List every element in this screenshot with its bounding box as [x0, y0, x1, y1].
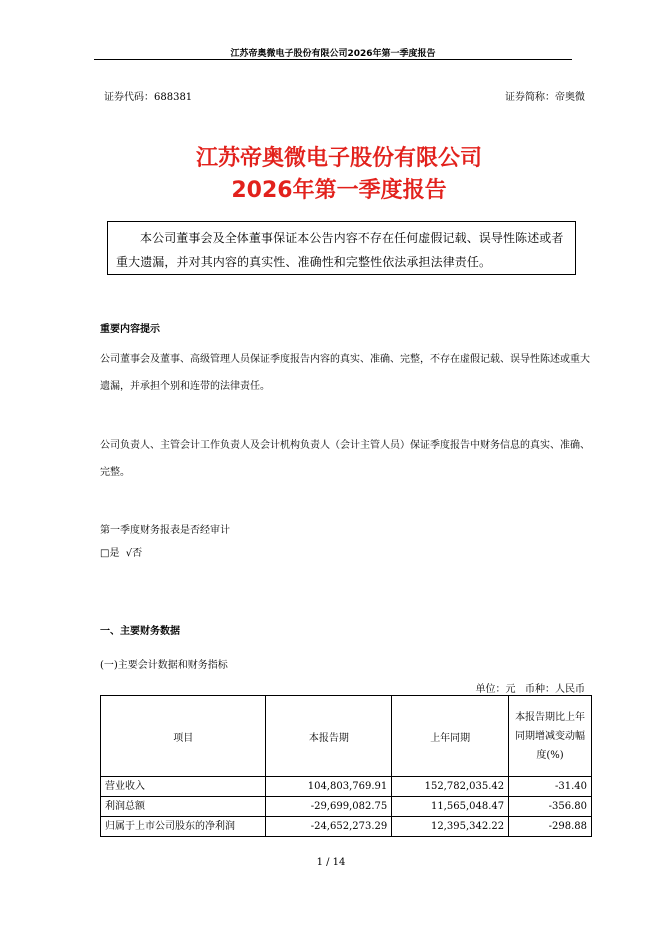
row-prior: 152,782,035.42	[392, 777, 509, 797]
important-para-1-text: 公司董事会及董事、高级管理人员保证季度报告内容的真实、准确、完整，不存在虚假记载、误导性陈述或重大遗漏，并承担个别和连带的法律责任。	[100, 354, 590, 392]
section1-subheading: (一)主要会计数据和财务指标	[100, 660, 228, 671]
header-change-pct: 本报告期比上年同期增减变动幅度(%)	[509, 696, 592, 777]
row-current: 104,803,769.91	[266, 777, 392, 797]
audit-question: 第一季度财务报表是否经审计	[100, 525, 230, 536]
row-prior: 11,565,048.47	[392, 797, 509, 817]
row-item: 归属于上市公司股东的净利润	[101, 817, 266, 837]
important-para-2-text: 公司负责人、主管会计工作负责人及会计机构负责人（会计主管人员）保证季度报告中财务信息的真实、准确、完整。	[100, 440, 590, 478]
audit-answer: □是 √否	[100, 548, 143, 559]
company-title: 江苏帝奥微电子股份有限公司	[195, 146, 482, 171]
row-change: -298.88	[509, 817, 592, 837]
stock-short-name: 证券简称：帝奥微	[505, 92, 585, 103]
unit-currency-line: 单位：元 币种：人民币	[475, 684, 585, 695]
header-current-period: 本报告期	[266, 696, 392, 777]
header-rule	[94, 59, 572, 60]
board-notice-box	[107, 221, 576, 275]
row-item: 营业收入	[101, 777, 266, 797]
table-row	[101, 777, 592, 797]
running-header: 江苏帝奥微电子股份有限公司2026年第一季度报告	[230, 49, 436, 59]
stock-code: 证券代码：688381	[104, 92, 193, 103]
row-change: -356.80	[509, 797, 592, 817]
important-para-2	[100, 432, 590, 486]
row-current: -29,699,082.75	[266, 797, 392, 817]
page-number: 1 / 14	[316, 857, 346, 868]
row-prior: 12,395,342.22	[392, 817, 509, 837]
board-notice-text: 本公司董事会及全体董事保证本公告内容不存在任何虚假记载、误导性陈述或者重大遗漏，并对其内容的真实性、准确性和完整性依法承担法律责任。	[116, 231, 564, 269]
section1-heading: 一、主要财务数据	[100, 626, 180, 637]
table-row	[101, 817, 592, 837]
header-prior-period: 上年同期	[392, 696, 509, 777]
key-financial-table	[100, 695, 592, 837]
table-row	[101, 797, 592, 817]
row-current: -24,652,273.29	[266, 817, 392, 837]
report-title: 2026年第一季度报告	[231, 178, 447, 203]
important-heading: 重要内容提示	[100, 324, 160, 335]
row-change: -31.40	[509, 777, 592, 797]
row-item: 利润总额	[101, 797, 266, 817]
important-para-1	[100, 346, 590, 400]
header-item: 项目	[101, 696, 266, 777]
table-header-row	[101, 696, 592, 777]
